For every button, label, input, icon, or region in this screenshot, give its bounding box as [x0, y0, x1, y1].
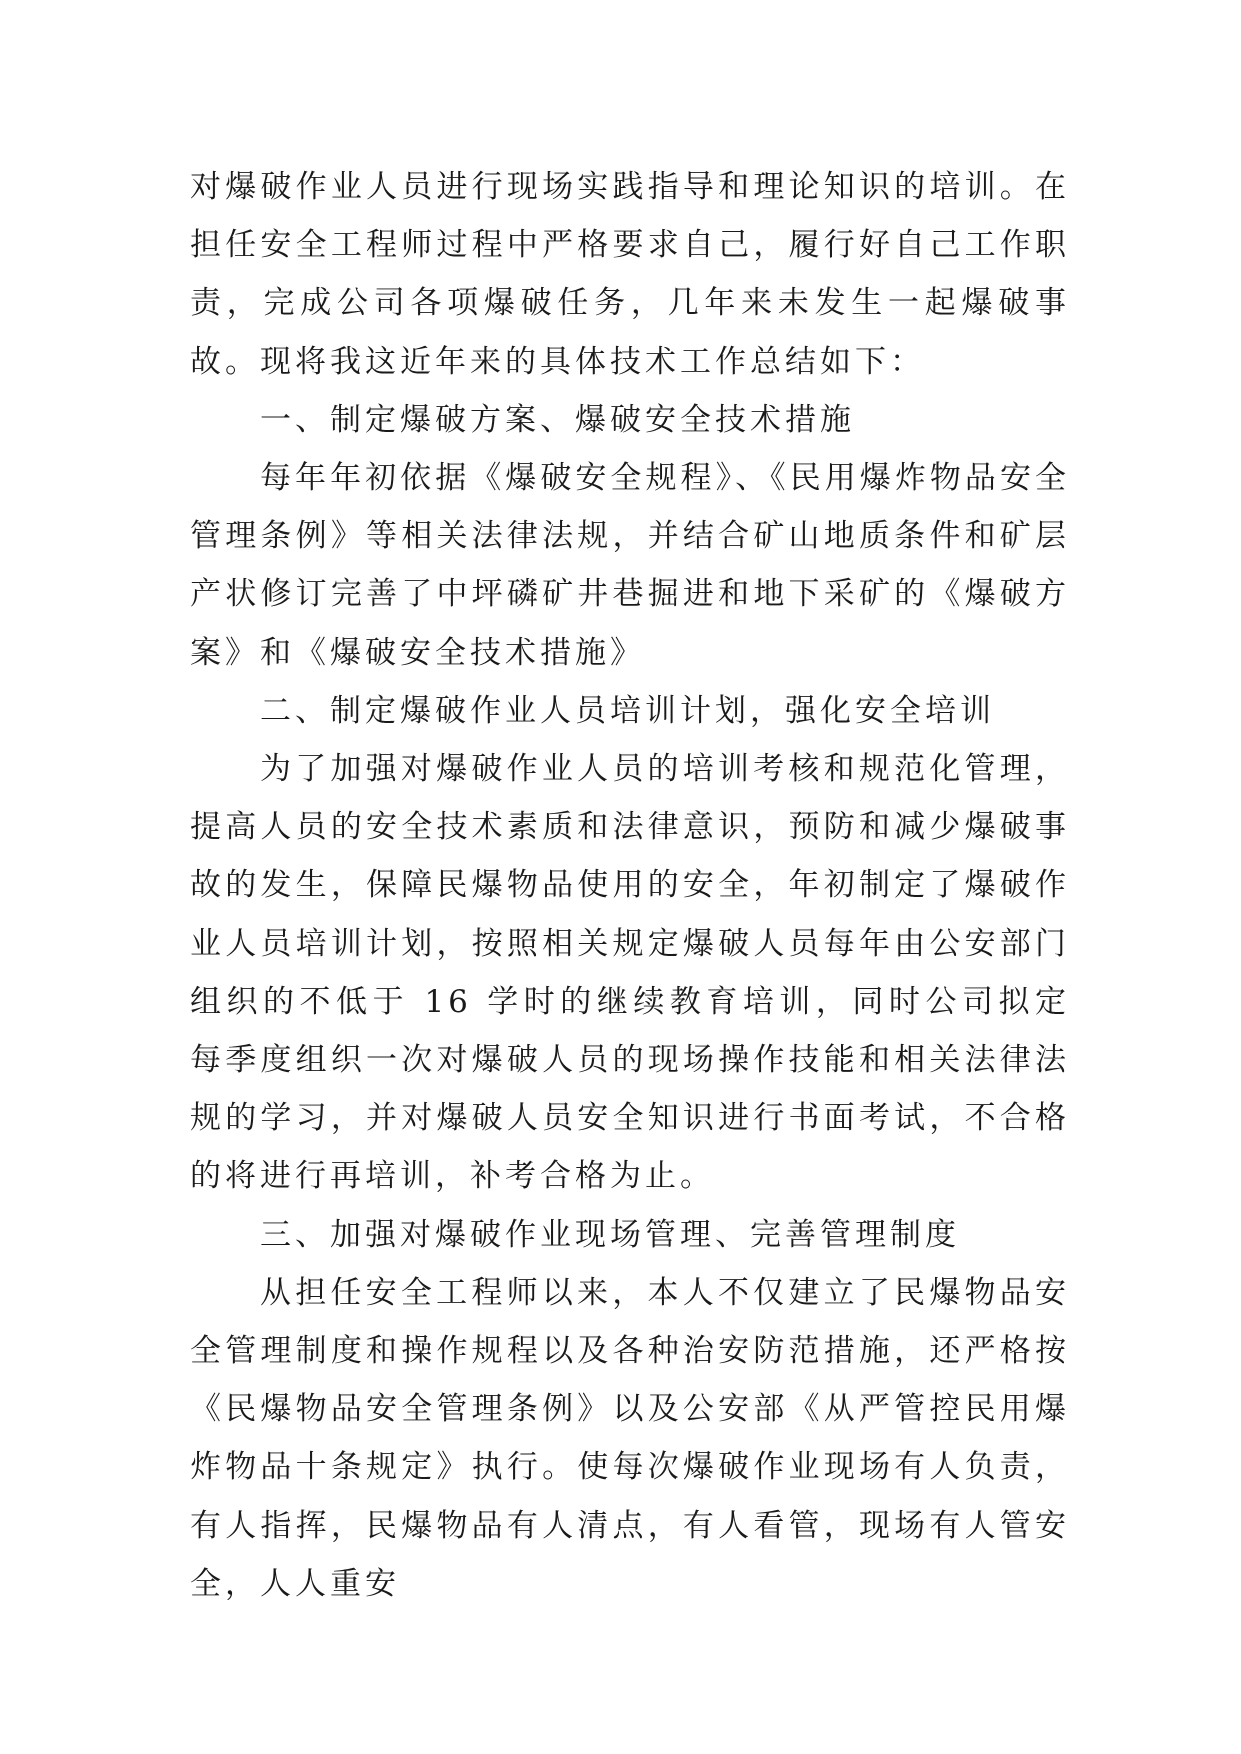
- section-heading-1: 一、制定爆破方案、爆破安全技术措施: [260, 401, 855, 438]
- paragraph-section-2: 为了加强对爆破作业人员的培训考核和规范化管理，提高人员的安全技术素质和法律意识，预防和减少爆破事故的发生，保障民爆物品使用的安全，年初制定了爆破作业人员培训计划，按照相关规定爆破人员每年由公安部门组织的不低于 16 学时的继续教育培训，同时公司拟定每季度组织一次对爆破人员的现场操作技能和相关法律法规的学习，并对爆破人员安全知识进行书面考试，不合格的将进行再培训，补考合格为止。: [190, 751, 1070, 1195]
- section-heading-3: 三、加强对爆破作业现场管理、完善管理制度: [260, 1216, 960, 1253]
- paragraph-section-1: 每年年初依据《爆破安全规程》、《民用爆炸物品安全管理条例》等相关法律法规，并结合矿山地质条件和矿层产状修订完善了中坪磷矿井巷掘进和地下采矿的《爆破方案》和《爆破安全技术措施》: [190, 460, 1070, 671]
- paragraph-section-3: 从担任安全工程师以来，本人不仅建立了民爆物品安全管理制度和操作规程以及各种治安防范措施，还严格按《民爆物品安全管理条例》以及公安部《从严管控民用爆炸物品十条规定》执行。使每次爆破作业现场有人负责，有人指挥，民爆物品有人清点，有人看管，现场有人管安全，人人重安: [190, 1274, 1070, 1602]
- paragraph-continued: 对爆破作业人员进行现场实践指导和理论知识的培训。在担任安全工程师过程中严格要求自己，履行好自己工作职责，完成公司各项爆破任务，几年来未发生一起爆破事故。现将我这近年来的具体技术工作总结如下：: [190, 169, 1070, 380]
- section-heading-2: 二、制定爆破作业人员培训计划，强化安全培训: [260, 692, 995, 729]
- document-body: [190, 158, 1070, 1613]
